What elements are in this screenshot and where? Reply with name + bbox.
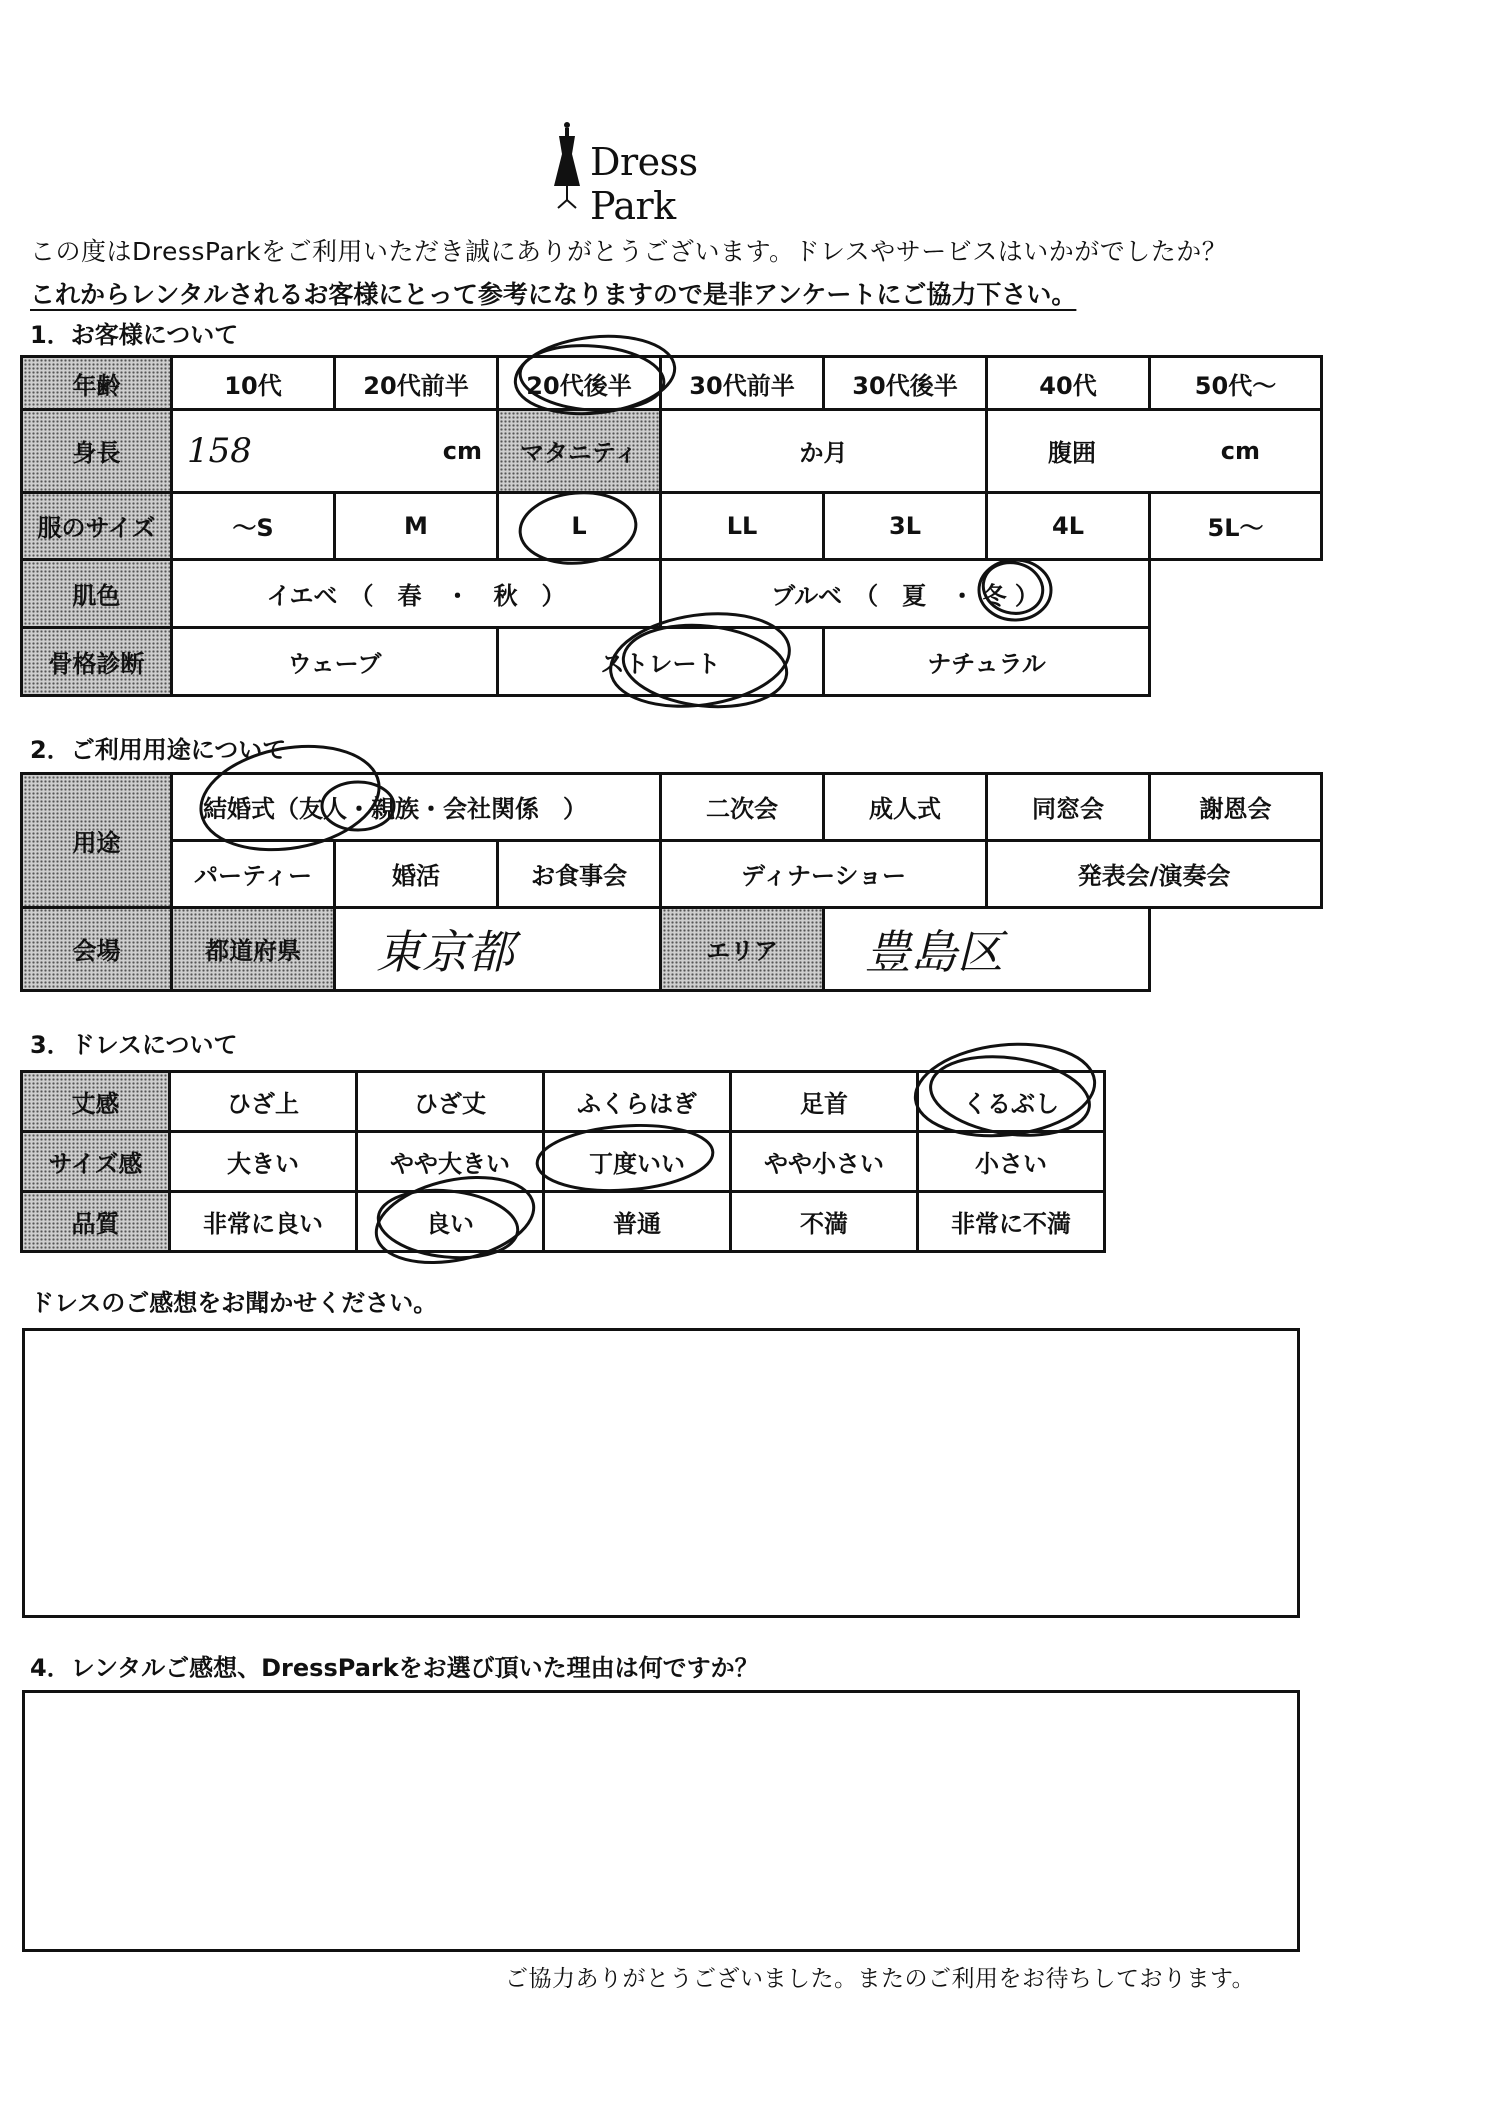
height-field[interactable] (172, 410, 498, 492)
venue-label: 会場 (22, 907, 172, 990)
skin-yellow-option[interactable]: イエベ （ 春 ・ 秋 ） (172, 560, 661, 628)
usual-size-label: 服のサイズ (22, 492, 172, 560)
purpose-option[interactable]: お食事会 (498, 840, 661, 907)
quality-option[interactable]: 非常に良い (170, 1192, 357, 1252)
skin-blue-prefix: ブルベ （ 夏 ・ (771, 582, 975, 611)
fit-label: サイズ感 (22, 1132, 170, 1192)
age-option[interactable]: 30代後半 (824, 357, 987, 410)
intro-line-1: この度はDressParkをご利用いただき誠にありがとうございます。ドレスやサービスはいかがでしたか？ (30, 237, 1228, 266)
fit-option[interactable]: 大きい (170, 1132, 357, 1192)
skeleton-label: 骨格診断 (22, 628, 172, 696)
comment-prompt: ドレスのご感想をお聞かせください。 (30, 1289, 438, 1317)
dress-mannequin-icon (550, 120, 584, 210)
prefecture-label: 都道府県 (172, 907, 335, 990)
dress-table (20, 1070, 1106, 1253)
length-option-selected[interactable]: くるぶし (918, 1072, 1105, 1132)
waist-unit: cm (1220, 436, 1260, 465)
section-1-title: 1．お客様について (30, 321, 239, 349)
purpose-option[interactable]: 同窓会 (987, 774, 1150, 841)
purpose-option[interactable]: パーティー (172, 840, 335, 907)
size-option[interactable]: 3L (824, 492, 987, 560)
months-unit: か月 (799, 439, 848, 468)
rental-comment-box[interactable] (22, 1690, 1300, 1952)
size-option[interactable]: M (335, 492, 498, 560)
age-option[interactable]: 10代 (172, 357, 335, 410)
wedding-text: 結婚式（ (203, 795, 299, 824)
prefecture-field[interactable] (335, 907, 661, 990)
dress-comment-box[interactable] (22, 1328, 1300, 1618)
customer-table (20, 355, 1323, 697)
size-option[interactable]: LL (661, 492, 824, 560)
maternity-label: マタニティ (498, 410, 661, 492)
purpose-option[interactable]: 婚活 (335, 840, 498, 907)
empty-cell (1150, 560, 1322, 628)
quality-label: 品質 (22, 1192, 170, 1252)
prefecture-value: 東京都 (376, 924, 514, 979)
purpose-option[interactable]: 発表会/演奏会 (987, 840, 1322, 907)
length-option[interactable]: ふくらはぎ (544, 1072, 731, 1132)
wedding-rest: ・親族・会社関係 ） (347, 795, 587, 824)
empty-cell (1150, 907, 1322, 990)
dresspark-logo (550, 120, 790, 228)
age-option-selected[interactable]: 20代後半 (498, 357, 661, 410)
age-option[interactable]: 40代 (987, 357, 1150, 410)
skin-blue-suffix: ） (1014, 582, 1039, 611)
section-4-title: 4．レンタルご感想、DressParkをお選び頂いた理由は何ですか？ (30, 1654, 759, 1682)
maternity-months-field[interactable] (661, 410, 987, 492)
purpose-option[interactable]: ディナーショー (661, 840, 987, 907)
waist-field[interactable] (987, 410, 1322, 492)
purpose-label: 用途 (22, 774, 172, 908)
section-2-title: 2．ご利用用途について (30, 736, 287, 764)
area-value: 豊島区 (865, 924, 1003, 979)
friend-option[interactable]: 友人 (299, 795, 347, 824)
fit-option[interactable]: やや大きい (357, 1132, 544, 1192)
length-option[interactable]: ひざ丈 (357, 1072, 544, 1132)
wedding-option[interactable] (172, 774, 661, 841)
skeleton-option[interactable]: ナチュラル (824, 628, 1150, 696)
skin-blue-option[interactable] (661, 560, 1150, 628)
quality-option[interactable]: 不満 (731, 1192, 918, 1252)
skin-blue-winter[interactable]: 冬 (982, 582, 1007, 611)
size-option[interactable]: 5L～ (1150, 492, 1322, 560)
length-label: 丈感 (22, 1072, 170, 1132)
skeleton-option-selected[interactable]: ストレート (498, 628, 824, 696)
height-unit: cm (442, 436, 482, 465)
age-label: 年齢 (22, 357, 172, 410)
area-field[interactable] (824, 907, 1150, 990)
length-option[interactable]: ひざ上 (170, 1072, 357, 1132)
fit-option[interactable]: 小さい (918, 1132, 1105, 1192)
size-option[interactable]: 4L (987, 492, 1150, 560)
empty-cell (1150, 628, 1322, 696)
age-option[interactable]: 30代前半 (661, 357, 824, 410)
size-option-selected[interactable]: L (498, 492, 661, 560)
height-value: 158 (187, 430, 252, 471)
purpose-option[interactable]: 二次会 (661, 774, 824, 841)
logo-text: Dress Park (590, 140, 698, 228)
purpose-option[interactable]: 謝恩会 (1150, 774, 1322, 841)
skeleton-option[interactable]: ウェーブ (172, 628, 498, 696)
fit-option[interactable]: やや小さい (731, 1132, 918, 1192)
skin-label: 肌色 (22, 560, 172, 628)
size-option[interactable]: ～S (172, 492, 335, 560)
waist-label: 腹囲 (1048, 439, 1096, 468)
intro-line-2: これからレンタルされるお客様にとって参考になりますので是非アンケートにご協力下さい。 (30, 280, 1077, 309)
footer-thanks: ご協力ありがとうございました。またのご利用をお待ちしております。 (505, 1966, 1256, 1992)
quality-option-selected[interactable]: 良い (357, 1192, 544, 1252)
purpose-option[interactable]: 成人式 (824, 774, 987, 841)
fit-option-selected[interactable]: 丁度いい (544, 1132, 731, 1192)
height-label: 身長 (22, 410, 172, 492)
section-3-title: 3．ドレスについて (30, 1031, 238, 1059)
length-option[interactable]: 足首 (731, 1072, 918, 1132)
purpose-table (20, 772, 1323, 992)
age-option[interactable]: 50代～ (1150, 357, 1322, 410)
quality-option[interactable]: 非常に不満 (918, 1192, 1105, 1252)
age-option[interactable]: 20代前半 (335, 357, 498, 410)
area-label: エリア (661, 907, 824, 990)
quality-option[interactable]: 普通 (544, 1192, 731, 1252)
